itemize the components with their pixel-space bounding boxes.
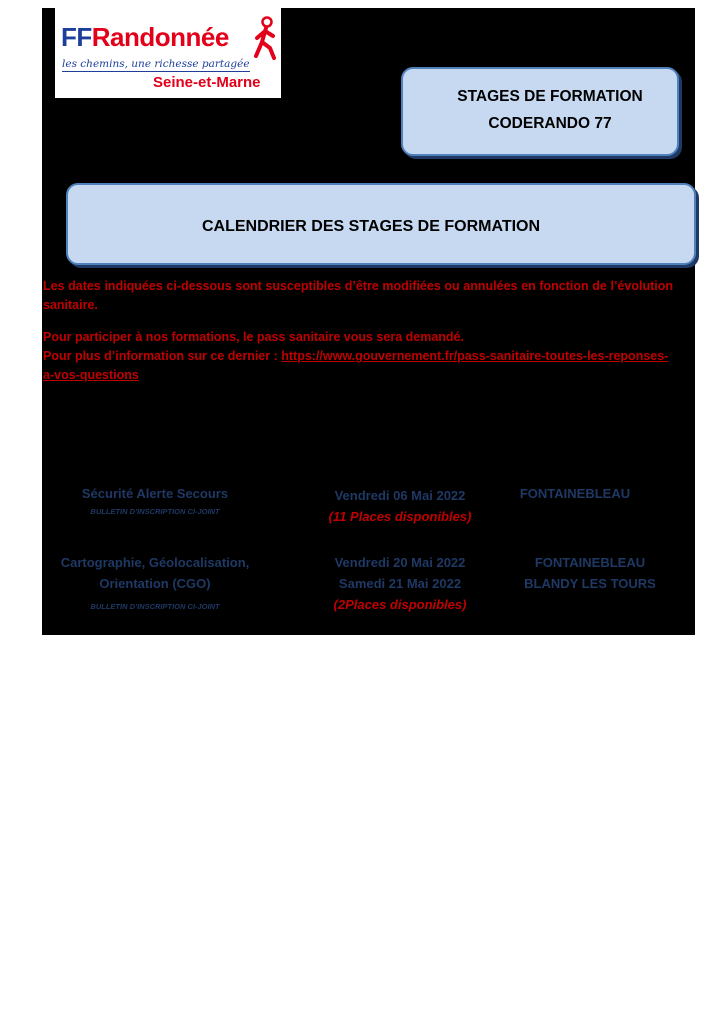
- stage-1-bulletin-link[interactable]: BULLETIN D’INSCRIPTION CI-JOINT: [90, 507, 220, 516]
- stages-title-box: [401, 67, 679, 156]
- notice-pass-line: Pour participer à nos formations, le pass sanitaire vous sera demandé.: [43, 330, 464, 344]
- stage-2-location-2: BLANDY LES TOURS: [524, 576, 656, 591]
- stage-2-dates-cell: [310, 552, 490, 615]
- stage-1-dates-cell: [310, 485, 490, 527]
- pass-sanitaire-link[interactable]: https://www.gouvernement.fr/pass-sanitaire-toutes-les-reponses-a-vos-questions: [43, 349, 669, 382]
- stage-2-places: (2Places disponibles): [333, 597, 467, 612]
- stage-2-bulletin-link[interactable]: BULLETIN D’INSCRIPTION CI-JOINT: [90, 602, 220, 611]
- stage-1-title-cell: [60, 485, 250, 521]
- logo-brand: [61, 22, 229, 53]
- stage-2-location-1: FONTAINEBLEAU: [534, 555, 646, 570]
- stage-2-location-cell: [515, 552, 665, 594]
- stage-2-date-2: Samedi 21 Mai 2022: [338, 576, 462, 591]
- logo-tagline: les chemins, une richesse partagée: [62, 58, 250, 70]
- notice-info-prefix: Pour plus d’information sur ce dernier :: [43, 349, 282, 363]
- calendar-title: CALENDRIER DES STAGES DE FORMATION: [201, 218, 541, 235]
- stage-1-places: (11 Places disponibles): [328, 509, 472, 524]
- notice-paragraph-1: Les dates indiquées ci-dessous sont susceptibles d’être modifiées ou annulées en fonction de l’évolution sanitaire.: [43, 279, 673, 312]
- logo-name: Randonnée: [91, 22, 229, 52]
- stages-title-line2: CODERANDO 77: [488, 115, 612, 132]
- calendar-title-box: [66, 183, 696, 265]
- stages-title-line1: STAGES DE FORMATION: [457, 88, 643, 105]
- stage-1-location: FONTAINEBLEAU: [519, 486, 631, 501]
- ffrandonnee-logo: [55, 8, 281, 98]
- stage-2-title-cell: [55, 552, 255, 617]
- stage-2-date-1: Vendredi 20 Mai 2022: [334, 555, 466, 570]
- stage-1-date: Vendredi 06 Mai 2022: [334, 488, 466, 503]
- hiker-icon: [252, 16, 278, 60]
- logo-ff: FF: [61, 22, 92, 52]
- notice-paragraph-2: [43, 328, 673, 385]
- stage-1-title: Sécurité Alerte Secours: [81, 486, 229, 501]
- notice-info-line: [43, 347, 673, 385]
- stage-2-title-line1: Cartographie, Géolocalisation,: [60, 555, 250, 570]
- stage-1-location-cell: [505, 485, 645, 503]
- logo-region: Seine-et-Marne: [153, 74, 261, 91]
- stage-2-title-line2: Orientation (CGO): [99, 576, 211, 591]
